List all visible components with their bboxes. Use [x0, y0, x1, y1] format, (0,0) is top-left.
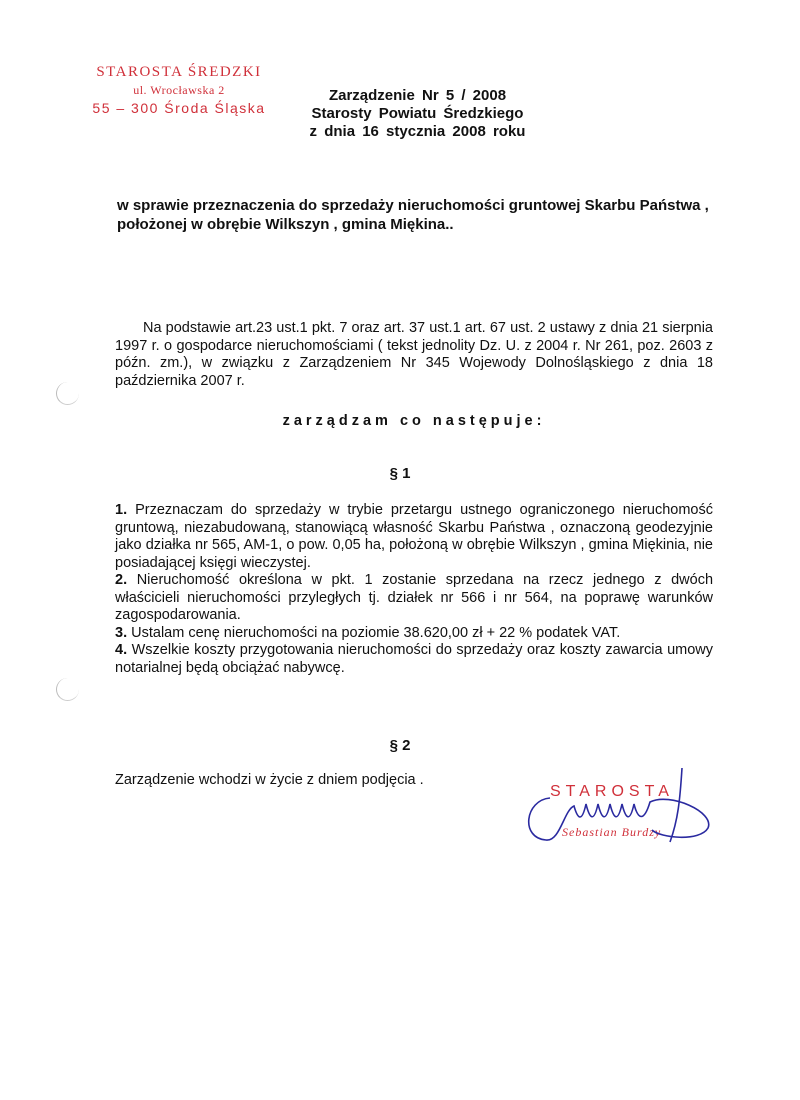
point-1	[115, 502, 713, 572]
header-date: z dnia 16 stycznia 2008 roku	[309, 123, 526, 140]
header-title: Zarządzenie Nr 5 / 2008	[328, 87, 507, 104]
signature-name: Sebastian Burdzy	[562, 825, 662, 839]
section-2-text: Zarządzenie wchodzi w życie z dniem podjęcia .	[115, 772, 424, 788]
punch-hole-mark	[56, 382, 79, 405]
stamp-city: 55 – 300 Środa Śląska	[92, 100, 266, 116]
legal-basis-paragraph: Na podstawie art.23 ust.1 pkt. 7 oraz art. 37 ust.1 art. 67 ust. 2 ustawy z dnia 21 sierpnia 1997 r. o gospodarce nieruchomościami ( tekst jednolity Dz. U. z 2004 r. Nr 261, poz. 2603 z późn. zm.), w związku z Zarządzeniem Nr 345 Wojewody Dolnośląskiego z dnia 18 października 2007 r.	[115, 320, 713, 389]
point-text: Przeznaczam do sprzedaży w trybie przetargu ustnego ograniczonego nieruchomość gruntową, niezabudowaną, stanowiącą własność Skarbu Państwa , oznaczoną geodezyjnie jako działka nr 565, AM-1, o pow. 0,05 ha, położoną w obrębie Wilkszyn , gmina Miękinia, nie posiadającej księgi wieczystej.	[115, 502, 713, 571]
document-subject: w sprawie przeznaczenia do sprzedaży nieruchomości gruntowej Skarbu Państwa , położonej w obrębie Wilkszyn , gmina Miękina..	[117, 197, 709, 233]
point-number: 3.	[115, 624, 128, 641]
point-number: 2.	[115, 572, 128, 588]
stamp-street: ul. Wrocławska 2	[133, 83, 225, 97]
office-stamp	[84, 64, 274, 116]
point-text: Ustalam cenę nieruchomości na poziomie 38.620,00 zł + 22 % podatek VAT.	[131, 624, 621, 641]
point-text: Wszelkie koszty przygotowania nieruchomości do sprzedaży oraz koszty zawarcia umowy notarialnej będą obciążać nabywcę.	[115, 642, 714, 676]
section-2-heading: § 2	[389, 737, 411, 754]
point-number: 4.	[115, 642, 128, 658]
header-issuer: Starosty Powiatu Średzkiego	[311, 105, 524, 122]
stamp-office-name: STAROSTA ŚREDZKI	[96, 64, 262, 80]
punch-hole-mark	[56, 678, 79, 701]
document-header	[280, 87, 555, 141]
point-4	[115, 642, 713, 677]
decree-phrase: zarządzam co następuje:	[282, 413, 546, 429]
point-3	[115, 625, 713, 643]
point-number: 1.	[115, 502, 128, 518]
signature-title: STAROSTA	[550, 783, 674, 800]
section-1-heading: § 1	[389, 465, 411, 482]
point-text: Nieruchomość określona w pkt. 1 zostanie sprzedana na rzecz jednego z dwóch właścicieli nieruchomości przyległych tj. działek nr 566 i nr 564, na poprawę warunków zagospodarowania.	[115, 572, 714, 623]
point-2	[115, 572, 713, 625]
section-1-points	[115, 502, 713, 677]
starosta-signature-stamp	[520, 760, 720, 850]
